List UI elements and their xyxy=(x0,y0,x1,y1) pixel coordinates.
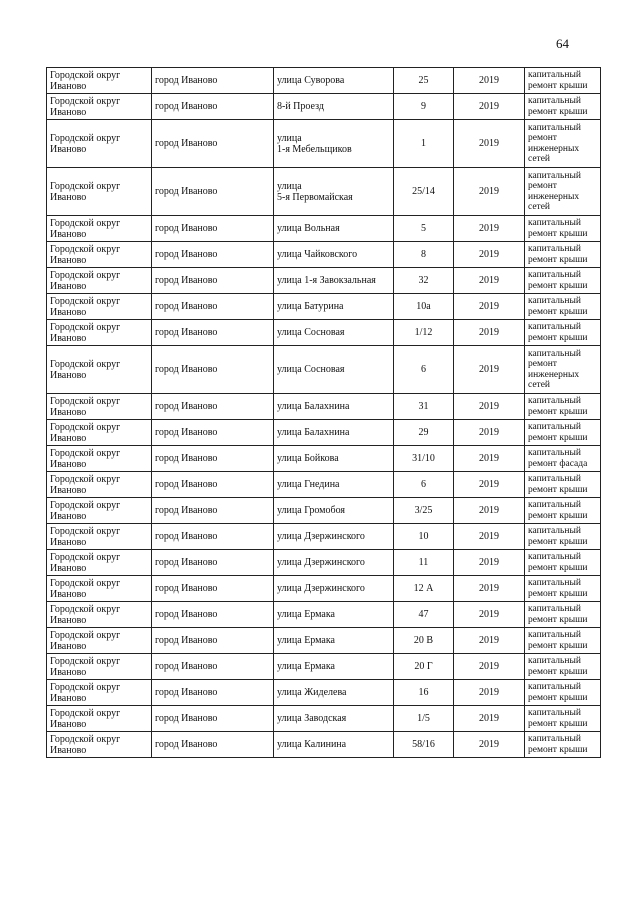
house-number-cell: 10 xyxy=(394,524,454,550)
street-cell: улица Ермака xyxy=(274,602,394,628)
municipal-district-cell: Городской округ Иваново xyxy=(47,472,152,498)
table-row xyxy=(47,420,601,446)
table-row xyxy=(47,346,601,394)
table-row xyxy=(47,268,601,294)
city-cell: город Иваново xyxy=(152,680,274,706)
city-cell: город Иваново xyxy=(152,294,274,320)
year-cell: 2019 xyxy=(454,524,525,550)
house-number-cell: 31 xyxy=(394,394,454,420)
city-cell: город Иваново xyxy=(152,268,274,294)
table-row xyxy=(47,242,601,268)
city-cell: город Иваново xyxy=(152,654,274,680)
street-cell: улица Вольная xyxy=(274,216,394,242)
work-type-cell: капитальный ремонт инженерных сетей xyxy=(525,346,601,394)
work-type-cell: капитальный ремонт инженерных сетей xyxy=(525,120,601,168)
street-cell: 8-й Проезд xyxy=(274,94,394,120)
house-number-cell: 6 xyxy=(394,346,454,394)
street-cell: улица Балахнина xyxy=(274,394,394,420)
city-cell: город Иваново xyxy=(152,68,274,94)
year-cell: 2019 xyxy=(454,576,525,602)
municipal-district-cell: Городской округ Иваново xyxy=(47,216,152,242)
municipal-district-cell: Городской округ Иваново xyxy=(47,654,152,680)
work-type-cell: капитальный ремонт инженерных сетей xyxy=(525,168,601,216)
table-row xyxy=(47,524,601,550)
work-type-cell: капитальный ремонт крыши xyxy=(525,602,601,628)
year-cell: 2019 xyxy=(454,346,525,394)
year-cell: 2019 xyxy=(454,242,525,268)
street-cell: улица Сосновая xyxy=(274,320,394,346)
table-row xyxy=(47,498,601,524)
year-cell: 2019 xyxy=(454,628,525,654)
table-row xyxy=(47,68,601,94)
year-cell: 2019 xyxy=(454,550,525,576)
house-number-cell: 1 xyxy=(394,120,454,168)
table-row xyxy=(47,706,601,732)
table-row xyxy=(47,550,601,576)
house-number-cell: 9 xyxy=(394,94,454,120)
street-cell: улица Бойкова xyxy=(274,446,394,472)
work-type-cell: капитальный ремонт крыши xyxy=(525,242,601,268)
city-cell: город Иваново xyxy=(152,706,274,732)
work-type-cell: капитальный ремонт фасада xyxy=(525,446,601,472)
year-cell: 2019 xyxy=(454,706,525,732)
table-row xyxy=(47,120,601,168)
city-cell: город Иваново xyxy=(152,394,274,420)
street-cell: улица Дзержинского xyxy=(274,576,394,602)
municipal-district-cell: Городской округ Иваново xyxy=(47,446,152,472)
municipal-district-cell: Городской округ Иваново xyxy=(47,120,152,168)
street-cell: улица Дзержинского xyxy=(274,524,394,550)
city-cell: город Иваново xyxy=(152,498,274,524)
house-number-cell: 1/5 xyxy=(394,706,454,732)
work-type-cell: капитальный ремонт крыши xyxy=(525,420,601,446)
city-cell: город Иваново xyxy=(152,628,274,654)
work-type-cell: капитальный ремонт крыши xyxy=(525,216,601,242)
street-cell: улица 5-я Первомайская xyxy=(274,168,394,216)
table-row xyxy=(47,654,601,680)
street-cell: улица Батурина xyxy=(274,294,394,320)
table-row xyxy=(47,294,601,320)
municipal-district-cell: Городской округ Иваново xyxy=(47,320,152,346)
work-type-cell: капитальный ремонт крыши xyxy=(525,550,601,576)
house-number-cell: 31/10 xyxy=(394,446,454,472)
year-cell: 2019 xyxy=(454,120,525,168)
year-cell: 2019 xyxy=(454,268,525,294)
municipal-district-cell: Городской округ Иваново xyxy=(47,168,152,216)
city-cell: город Иваново xyxy=(152,550,274,576)
street-cell: улица 1-я Завокзальная xyxy=(274,268,394,294)
municipal-district-cell: Городской округ Иваново xyxy=(47,394,152,420)
house-number-cell: 25 xyxy=(394,68,454,94)
year-cell: 2019 xyxy=(454,294,525,320)
street-cell: улица Чайковского xyxy=(274,242,394,268)
work-type-cell: капитальный ремонт крыши xyxy=(525,472,601,498)
year-cell: 2019 xyxy=(454,216,525,242)
municipal-district-cell: Городской округ Иваново xyxy=(47,628,152,654)
table-row xyxy=(47,94,601,120)
house-number-cell: 11 xyxy=(394,550,454,576)
city-cell: город Иваново xyxy=(152,602,274,628)
municipal-district-cell: Городской округ Иваново xyxy=(47,346,152,394)
street-cell: улица 1-я Мебельщиков xyxy=(274,120,394,168)
city-cell: город Иваново xyxy=(152,216,274,242)
work-type-cell: капитальный ремонт крыши xyxy=(525,680,601,706)
street-cell: улица Ермака xyxy=(274,628,394,654)
city-cell: город Иваново xyxy=(152,446,274,472)
street-cell: улица Суворова xyxy=(274,68,394,94)
work-type-cell: капитальный ремонт крыши xyxy=(525,268,601,294)
work-type-cell: капитальный ремонт крыши xyxy=(525,498,601,524)
city-cell: город Иваново xyxy=(152,320,274,346)
street-cell: улица Сосновая xyxy=(274,346,394,394)
table-row xyxy=(47,320,601,346)
house-number-cell: 20 В xyxy=(394,628,454,654)
work-type-cell: капитальный ремонт крыши xyxy=(525,394,601,420)
year-cell: 2019 xyxy=(454,394,525,420)
work-type-cell: капитальный ремонт крыши xyxy=(525,732,601,758)
house-number-cell: 3/25 xyxy=(394,498,454,524)
house-number-cell: 10а xyxy=(394,294,454,320)
table-row xyxy=(47,576,601,602)
work-type-cell: капитальный ремонт крыши xyxy=(525,654,601,680)
work-type-cell: капитальный ремонт крыши xyxy=(525,294,601,320)
table-row xyxy=(47,628,601,654)
year-cell: 2019 xyxy=(454,472,525,498)
house-number-cell: 8 xyxy=(394,242,454,268)
table-row xyxy=(47,216,601,242)
city-cell: город Иваново xyxy=(152,576,274,602)
city-cell: город Иваново xyxy=(152,168,274,216)
city-cell: город Иваново xyxy=(152,420,274,446)
work-type-cell: капитальный ремонт крыши xyxy=(525,94,601,120)
table-row xyxy=(47,472,601,498)
municipal-district-cell: Городской округ Иваново xyxy=(47,550,152,576)
municipal-district-cell: Городской округ Иваново xyxy=(47,524,152,550)
municipal-district-cell: Городской округ Иваново xyxy=(47,576,152,602)
municipal-district-cell: Городской округ Иваново xyxy=(47,732,152,758)
city-cell: город Иваново xyxy=(152,472,274,498)
house-number-cell: 20 Г xyxy=(394,654,454,680)
house-number-cell: 12 А xyxy=(394,576,454,602)
municipal-district-cell: Городской округ Иваново xyxy=(47,94,152,120)
house-number-cell: 16 xyxy=(394,680,454,706)
house-number-cell: 47 xyxy=(394,602,454,628)
street-cell: улица Балахнина xyxy=(274,420,394,446)
city-cell: город Иваново xyxy=(152,94,274,120)
house-number-cell: 29 xyxy=(394,420,454,446)
street-cell: улица Жиделева xyxy=(274,680,394,706)
work-type-cell: капитальный ремонт крыши xyxy=(525,628,601,654)
municipal-district-cell: Городской округ Иваново xyxy=(47,680,152,706)
city-cell: город Иваново xyxy=(152,242,274,268)
city-cell: город Иваново xyxy=(152,732,274,758)
table-row xyxy=(47,168,601,216)
year-cell: 2019 xyxy=(454,320,525,346)
house-number-cell: 6 xyxy=(394,472,454,498)
city-cell: город Иваново xyxy=(152,346,274,394)
municipal-district-cell: Городской округ Иваново xyxy=(47,602,152,628)
year-cell: 2019 xyxy=(454,602,525,628)
table-row xyxy=(47,602,601,628)
street-cell: улица Ермака xyxy=(274,654,394,680)
year-cell: 2019 xyxy=(454,446,525,472)
work-type-cell: капитальный ремонт крыши xyxy=(525,576,601,602)
house-number-cell: 1/12 xyxy=(394,320,454,346)
year-cell: 2019 xyxy=(454,732,525,758)
street-cell: улица Гнедина xyxy=(274,472,394,498)
housing-repair-table xyxy=(46,67,601,758)
year-cell: 2019 xyxy=(454,68,525,94)
municipal-district-cell: Городской округ Иваново xyxy=(47,242,152,268)
municipal-district-cell: Городской округ Иваново xyxy=(47,68,152,94)
table-row xyxy=(47,394,601,420)
work-type-cell: капитальный ремонт крыши xyxy=(525,524,601,550)
table-row xyxy=(47,732,601,758)
year-cell: 2019 xyxy=(454,420,525,446)
city-cell: город Иваново xyxy=(152,524,274,550)
year-cell: 2019 xyxy=(454,94,525,120)
street-cell: улица Громобоя xyxy=(274,498,394,524)
table-row xyxy=(47,446,601,472)
year-cell: 2019 xyxy=(454,654,525,680)
year-cell: 2019 xyxy=(454,168,525,216)
work-type-cell: капитальный ремонт крыши xyxy=(525,68,601,94)
house-number-cell: 5 xyxy=(394,216,454,242)
street-cell: улица Калинина xyxy=(274,732,394,758)
municipal-district-cell: Городской округ Иваново xyxy=(47,268,152,294)
table-row xyxy=(47,680,601,706)
city-cell: город Иваново xyxy=(152,120,274,168)
municipal-district-cell: Городской округ Иваново xyxy=(47,420,152,446)
page-number: 64 xyxy=(556,36,569,51)
house-number-cell: 58/16 xyxy=(394,732,454,758)
municipal-district-cell: Городской округ Иваново xyxy=(47,294,152,320)
table-body xyxy=(47,68,601,758)
year-cell: 2019 xyxy=(454,680,525,706)
house-number-cell: 25/14 xyxy=(394,168,454,216)
street-cell: улица Заводская xyxy=(274,706,394,732)
house-number-cell: 32 xyxy=(394,268,454,294)
year-cell: 2019 xyxy=(454,498,525,524)
municipal-district-cell: Городской округ Иваново xyxy=(47,498,152,524)
municipal-district-cell: Городской округ Иваново xyxy=(47,706,152,732)
work-type-cell: капитальный ремонт крыши xyxy=(525,320,601,346)
street-cell: улица Дзержинского xyxy=(274,550,394,576)
work-type-cell: капитальный ремонт крыши xyxy=(525,706,601,732)
